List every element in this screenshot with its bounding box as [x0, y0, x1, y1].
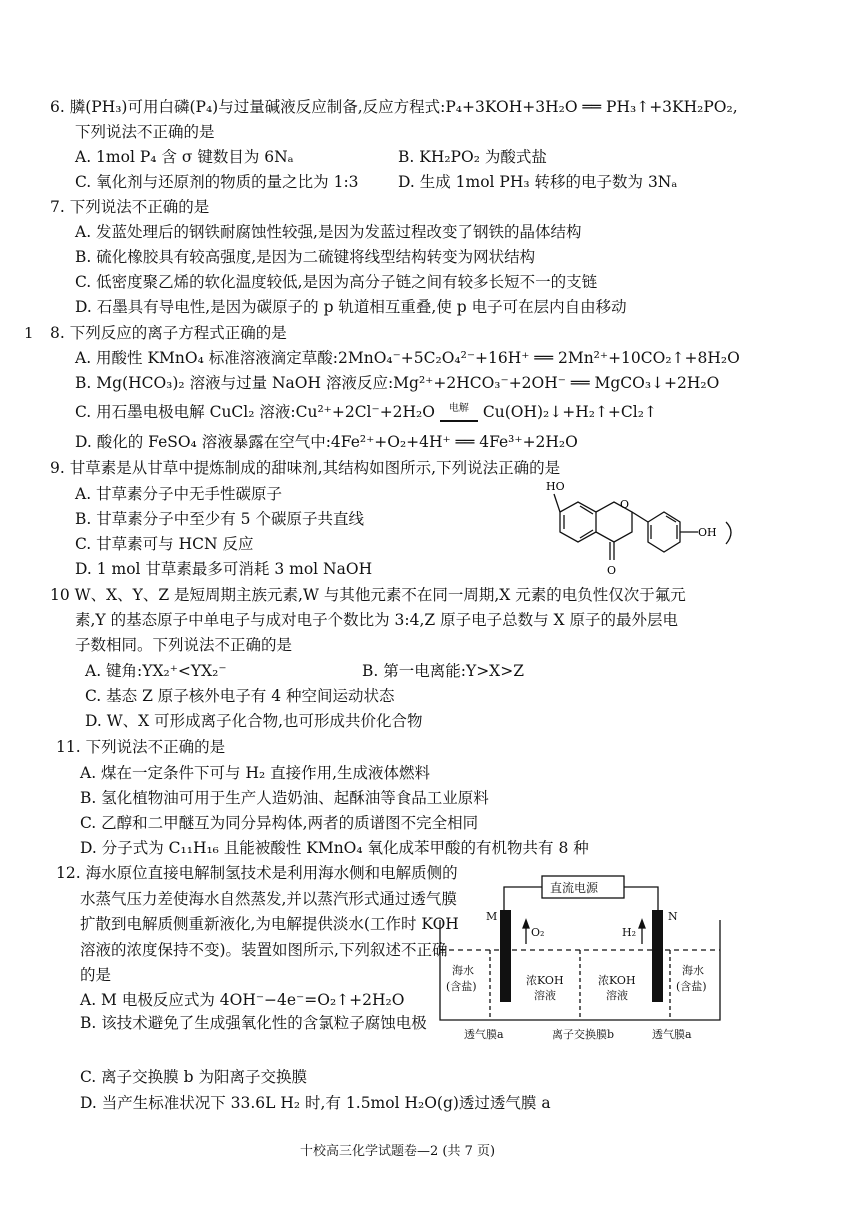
hydrogen-label: H₂ — [622, 926, 637, 939]
q6-option-b: B. KH₂PO₂ 为酸式盐 — [398, 148, 547, 166]
membrane-a-left-label: 透气膜a — [464, 1028, 504, 1041]
electrolysis-cell-diagram — [430, 870, 730, 1050]
q6-option-d: D. 生成 1mol PH₃ 转移的电子数为 3Nₐ — [398, 173, 678, 191]
q10-option-b: B. 第一电离能:Y>X>Z — [362, 662, 524, 680]
page-footer: 十校高三化学试题卷—2 (共 7 页) — [300, 1144, 496, 1159]
q11-option-d: D. 分子式为 C₁₁H₁₆ 且能被酸性 KMnO₄ 氧化成苯甲酸的有机物共有 8 种 — [80, 839, 589, 857]
tank-outline — [440, 920, 720, 1020]
power-supply-label: 直流电源 — [550, 881, 599, 895]
q7-option-d: D. 石墨具有导电性,是因为碳原子的 p 轨道相互重叠,使 p 电子可在层内自由移动 — [75, 298, 627, 316]
q8-stem: 8. 下列反应的离子方程式正确的是 — [50, 324, 287, 342]
electrode-n-label: N — [668, 910, 678, 923]
q8-option-a: A. 用酸性 KMnO₄ 标准溶液滴定草酸:2MnO₄⁻+5C₂O₄²⁻+16H⁺ ══ 2Mn²⁺+10CO₂↑+8H₂O — [75, 349, 740, 367]
q12-option-d: D. 当产生标准状况下 33.6L H₂ 时,有 1.5mol H₂O(g)透过透气膜 a — [80, 1094, 551, 1112]
q7-option-b: B. 硫化橡胶具有较高强度,是因为二硫键将线型结构转变为网状结构 — [75, 248, 536, 266]
electrode-n — [652, 910, 663, 1002]
q8-option-b: B. Mg(HCO₃)₂ 溶液与过量 NaOH 溶液反应:Mg²⁺+2HCO₃⁻+2OH⁻ ══ MgCO₃↓+2H₂O — [75, 374, 720, 392]
q12-option-a: A. M 电极反应式为 4OH⁻−4e⁻=O₂↑+2H₂O — [80, 991, 405, 1009]
seawater-left-label: 海水 — [452, 964, 474, 977]
q6-stem: 6. 膦(PH₃)可用白磷(P₄)与过量碱液反应制备,反应方程式:P₄+3KOH+3H₂O ══ PH₃↑+3KH₂PO₂, — [50, 98, 738, 116]
q6-stem-cont: 下列说法不正确的是 — [75, 123, 215, 141]
ring-oxygen-label: O — [620, 498, 630, 511]
koh-right-label: 浓KOH — [598, 974, 636, 987]
q6-option-c: C. 氧化剂与还原剂的物质的量之比为 1:3 — [75, 173, 359, 191]
koh-right-label-2: 溶液 — [606, 989, 628, 1002]
q9-option-b: B. 甘草素分子中至少有 5 个碳原子共直线 — [75, 510, 364, 528]
q7-stem: 7. 下列说法不正确的是 — [50, 198, 210, 216]
electrolysis-arrow — [440, 403, 478, 422]
q9-option-c: C. 甘草素可与 HCN 反应 — [75, 535, 254, 553]
q8-option-c — [75, 402, 657, 422]
electrode-m — [500, 910, 511, 1002]
salt-left-label: (含盐) — [446, 980, 477, 993]
q7-option-c: C. 低密度聚乙烯的软化温度较低,是因为高分子链之间有较多长短不一的支链 — [75, 273, 598, 291]
q9-option-d: D. 1 mol 甘草素最多可消耗 3 mol NaOH — [75, 560, 373, 578]
q10-option-c: C. 基态 Z 原子核外电子有 4 种空间运动状态 — [85, 687, 395, 705]
q8-option-d: D. 酸化的 FeSO₄ 溶液暴露在空气中:4Fe²⁺+O₂+4H⁺ ══ 4Fe³⁺+2H₂O — [75, 433, 578, 451]
q9-option-a: A. 甘草素分子中无手性碳原子 — [75, 485, 283, 503]
q10-option-a: A. 键角:YX₂⁺<YX₂⁻ — [85, 662, 227, 680]
q6-option-a: A. 1mol P₄ 含 σ 键数目为 6Nₐ — [75, 148, 294, 166]
q12-option-c: C. 离子交换膜 b 为阳离子交换膜 — [80, 1068, 307, 1086]
electrolysis-condition: 电解 — [448, 403, 469, 414]
q11-option-a: A. 煤在一定条件下可与 H₂ 直接作用,生成液体燃料 — [80, 764, 431, 782]
membrane-a-right-label: 透气膜a — [652, 1028, 692, 1041]
q10-stem: 10 W、X、Y、Z 是短周期主族元素,W 与其他元素不在同一周期,X 元素的电负性仅次于氟元 — [50, 586, 686, 604]
q12-stem: 12. 海水原位直接电解制氢技术是利用海水侧和电解质侧的水蒸气压力差使海水自然蒸发,并以蒸汽形式通过透气膜扩散到电解质侧重新液化,为电解提供淡水(工作时 KOH 溶液的浓度保持不变)。装置如图所示,下列叙述不正确的是 — [56, 864, 459, 984]
q9-stem: 9. 甘草素是从甘草中提炼制成的甜味剂,其结构如图所示,下列说法正确的是 — [50, 459, 561, 477]
carbonyl-oxygen-label: O — [607, 564, 617, 577]
electrode-m-label: M — [486, 910, 498, 923]
q8-option-c-left: C. 用石墨电极电解 CuCl₂ 溶液:Cu²⁺+2Cl⁻+2H₂O — [75, 403, 435, 421]
seawater-right-label: 海水 — [682, 964, 704, 977]
benzene-ring-b — [648, 512, 680, 552]
reaction-arrow — [440, 420, 478, 422]
q10-option-d: D. W、X 可形成离子化合物,也可形成共价化合物 — [85, 712, 423, 730]
q10-stem-cont: 素,Y 的基态原子中单电子与成对电子个数比为 3:4,Z 原子电子总数与 X 原子的最外层电 — [75, 611, 678, 629]
membrane-b-label: 离子交换膜b — [552, 1028, 615, 1041]
margin-mark: 1 — [24, 324, 34, 342]
q11-option-c: C. 乙醇和二甲醚互为同分异构体,两者的质谱图不完全相同 — [80, 814, 479, 832]
q11-option-b: B. 氢化植物油可用于生产人造奶油、起酥油等食品工业原料 — [80, 789, 489, 807]
koh-left-label-2: 溶液 — [534, 989, 556, 1002]
koh-left-label: 浓KOH — [526, 974, 564, 987]
salt-right-label: (含盐) — [676, 980, 707, 993]
q7-option-a: A. 发蓝处理后的钢铁耐腐蚀性较强,是因为发蓝过程改变了钢铁的晶体结构 — [75, 223, 582, 241]
liquiritigenin-structure — [540, 478, 740, 588]
oxygen-label: O₂ — [531, 926, 545, 939]
q8-option-c-right: Cu(OH)₂↓+H₂↑+Cl₂↑ — [482, 403, 657, 421]
benzene-ring-a — [560, 502, 596, 542]
oh-label: OH — [698, 526, 717, 539]
ho-label: HO — [546, 480, 565, 493]
bracket-mark — [726, 522, 731, 544]
q12-option-b: B. 该技术避免了生成强氧化性的含氯粒子腐蚀电极 — [80, 1014, 427, 1032]
q11-stem: 11. 下列说法不正确的是 — [56, 738, 226, 756]
q10-stem-cont2: 子数相同。下列说法不正确的是 — [75, 636, 293, 654]
